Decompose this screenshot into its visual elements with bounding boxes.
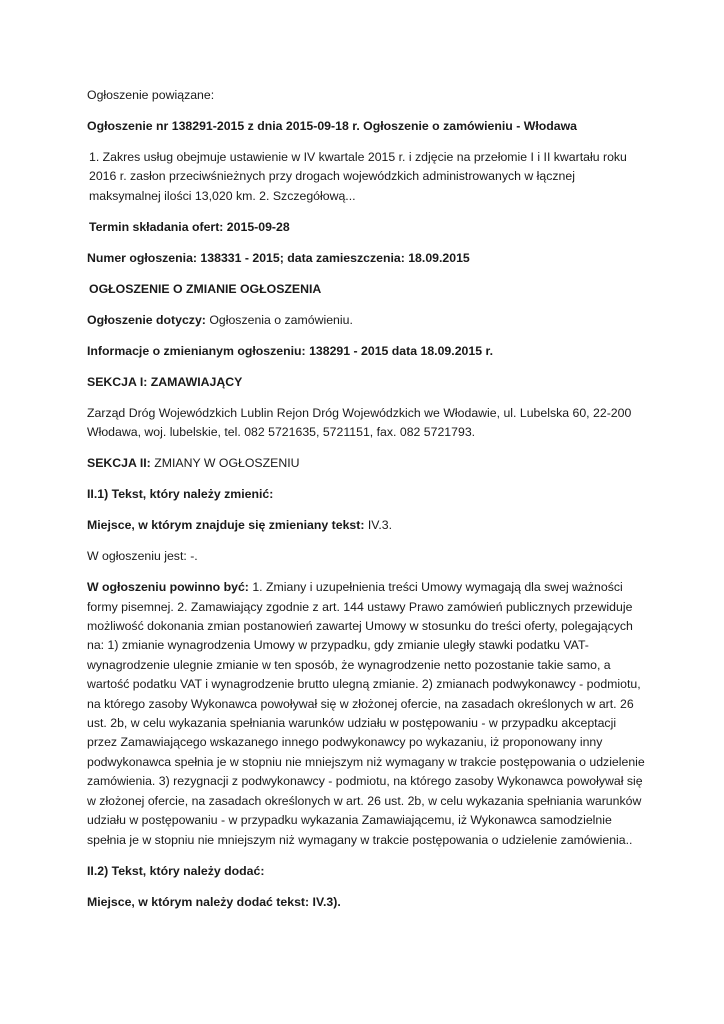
add-text-place: Miejsce, w którym należy dodać tekst: IV.3). [87,894,341,909]
section-2-heading [87,454,647,473]
document-page [87,86,647,912]
notice-heading: OGŁOSZENIE O ZMIANIE OGŁOSZENIA [89,281,322,296]
contracting-authority: Zarząd Dróg Wojewódzkich Lublin Rejon Dróg Wojewódzkich we Włodawie, ul. Lubelska 60, 22-200 Włodawa, woj. lubelskie, tel. 082 5721635, 5721151, fax. 082 5721793. [87,405,632,440]
notice-concerns [87,311,647,330]
concerns-value: Ogłoszenia o zamówieniu. [209,312,353,327]
notice-reference: Ogłoszenie nr 138291-2015 z dnia 2015-09-18 r. Ogłoszenie o zamówieniu - Włodawa [87,119,577,133]
section-2-value: ZMIANY W OGŁOSZENIU [154,456,300,471]
offer-deadline: Termin składania ofert: 2015-09-28 [89,219,290,234]
changed-text-place [87,516,647,535]
place-value: IV.3. [367,518,393,533]
should-be-label: W ogłoszeniu powinno być: [87,580,249,595]
ii1-heading: II.1) Tekst, który należy zmienić: [87,487,274,502]
notice-summary: 1. Zakres usług obejmuje ustawienie w IV kwartale 2015 r. i zdjęcie na przełomie I i II kwartału roku 2016 r. zasłon przeciwśnieżnych przy drogach wojewódzkich administrowanych w łącznej maksymalnej ilości 13,020 km. 2. Szczegółową... [89,150,627,203]
place-label: Miejsce, w którym znajduje się zmieniany tekst: [87,518,365,533]
section-1-heading: SEKCJA I: ZAMAWIAJĄCY [87,374,243,389]
related-notice-label: Ogłoszenie powiązane: [87,88,215,102]
section-2-label: SEKCJA II: [87,456,151,471]
concerns-label: Ogłoszenie dotyczy: [87,312,206,327]
is-now-text: W ogłoszeniu jest: -. [87,549,198,564]
ii2-heading: II.2) Tekst, który należy dodać: [87,863,265,878]
changed-notice-info: Informacje o zmienianym ogłoszeniu: 138291 - 2015 data 18.09.2015 r. [87,343,493,358]
notice-number: Numer ogłoszenia: 138331 - 2015; data zamieszczenia: 18.09.2015 [87,250,470,265]
should-be-value: 1. Zmiany i uzupełnienia treści Umowy wymagają dla swej ważności formy pisemnej. 2. Zamawiający zgodnie z art. 144 ustawy Prawo zamówień publicznych przewiduje możliwość dokonania zmian postanowień zawartej Umowy w stosunku do treści oferty, polegających na: 1) zmianie wynagrodzenia Umowy w przypadku, gdy zmianie uległy stawki podatku VAT- wynagrodzenie ulegnie zmianie w ten sposób, że wynagrodzenie netto pozostanie takie samo, a wartość podatku VAT i wynagrodzenie brutto ulegną zmianie. 2) zmianach podwykonawcy - podmiotu, na którego zasoby Wykonawca powoływał się w złożonej ofercie, na zasadach określonych w art. 26 ust. 2b, w celu wykazania spełniania warunków udziału w postępowaniu - w przypadku akceptacji przez Zamawiającego wskazanego innego podwykonawcy po wykazaniu, iż proponowany inny podwykonawca spełnia je w stopniu nie mniejszym niż wymagany w trakcie postępowania o udzielenie zamówienia. 3) rezygnacji z podwykonawcy - podmiotu, na którego zasoby Wykonawca powoływał się w złożonej ofercie, na zasadach określonych w art. 26 ust. 2b, w celu wykazania spełniania warunków udziału w postępowaniu - w przypadku wykazania Zamawiającemu, iż Wykonawca samodzielnie spełnia je w stopniu nie mniejszym niż wymagany w trakcie postępowania o udzielenie zamówienia.. [87,580,645,847]
should-be-text [87,578,647,850]
